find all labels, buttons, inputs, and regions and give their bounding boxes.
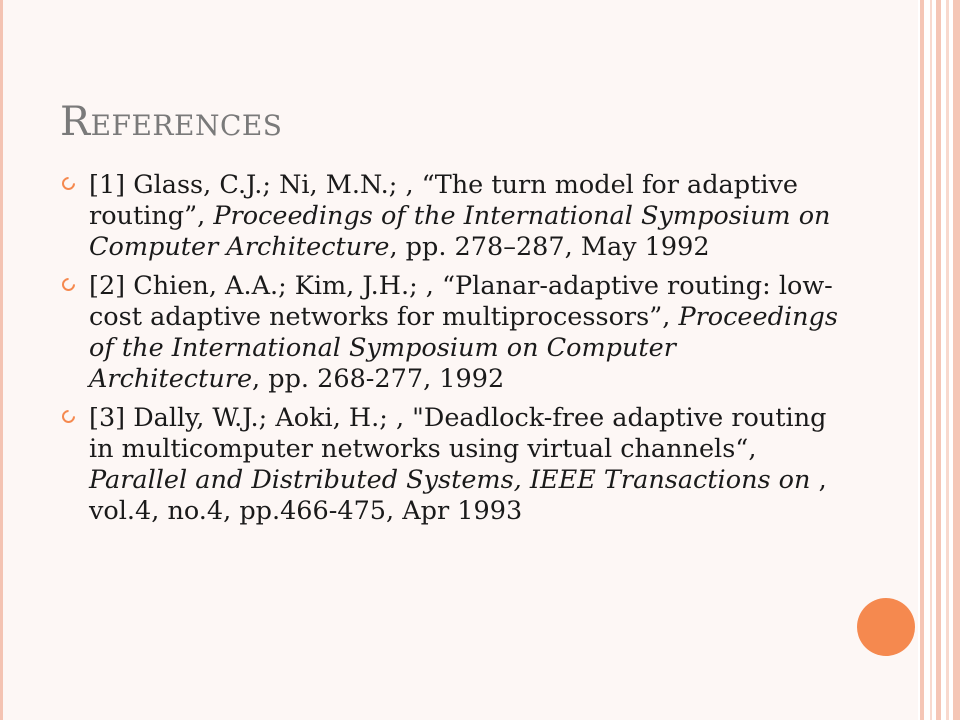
decorative-stripe xyxy=(953,0,960,720)
reference-venue: Proceedings of the International Symposium on Computer Architecture xyxy=(89,302,838,394)
decorative-stripe xyxy=(930,0,932,720)
reference-authors-title: [1] Glass, C.J.; Ni, M.N.; , “The turn model for adaptive routing”, xyxy=(89,170,798,231)
reference-text xyxy=(89,271,840,395)
reference-text xyxy=(89,170,840,263)
reference-details: , pp. 278–287, May 1992 xyxy=(389,232,710,262)
reference-details: , pp. 268-277, 1992 xyxy=(252,364,505,394)
reference-text xyxy=(89,403,840,527)
slide-title: References xyxy=(60,99,283,145)
reference-details: , vol.4, no.4, pp.466-475, Apr 1993 xyxy=(89,465,827,526)
decorative-stripe xyxy=(936,0,941,720)
reference-authors-title: [3] Dally, W.J.; Aoki, H.; , "Deadlock-free adaptive routing in multicomputer networks using virtual channels“, xyxy=(89,403,827,464)
reference-item xyxy=(60,170,840,263)
bullet-icon xyxy=(59,174,77,192)
reference-venue: Parallel and Distributed Systems, IEEE Transactions on xyxy=(89,465,819,495)
reference-venue: Proceedings of the International Symposium on Computer Architecture xyxy=(89,201,831,262)
decorative-stripe xyxy=(946,0,949,720)
reference-item xyxy=(60,403,840,527)
reference-item xyxy=(60,271,840,395)
decorative-stripe xyxy=(920,0,924,720)
bullet-icon xyxy=(59,407,77,425)
reference-list xyxy=(60,170,840,535)
reference-authors-title: [2] Chien, A.A.; Kim, J.H.; , “Planar-adaptive routing: low-cost adaptive networks for multiprocessors”, xyxy=(89,271,833,332)
bullet-icon xyxy=(59,275,77,293)
decorative-circle xyxy=(857,598,915,656)
